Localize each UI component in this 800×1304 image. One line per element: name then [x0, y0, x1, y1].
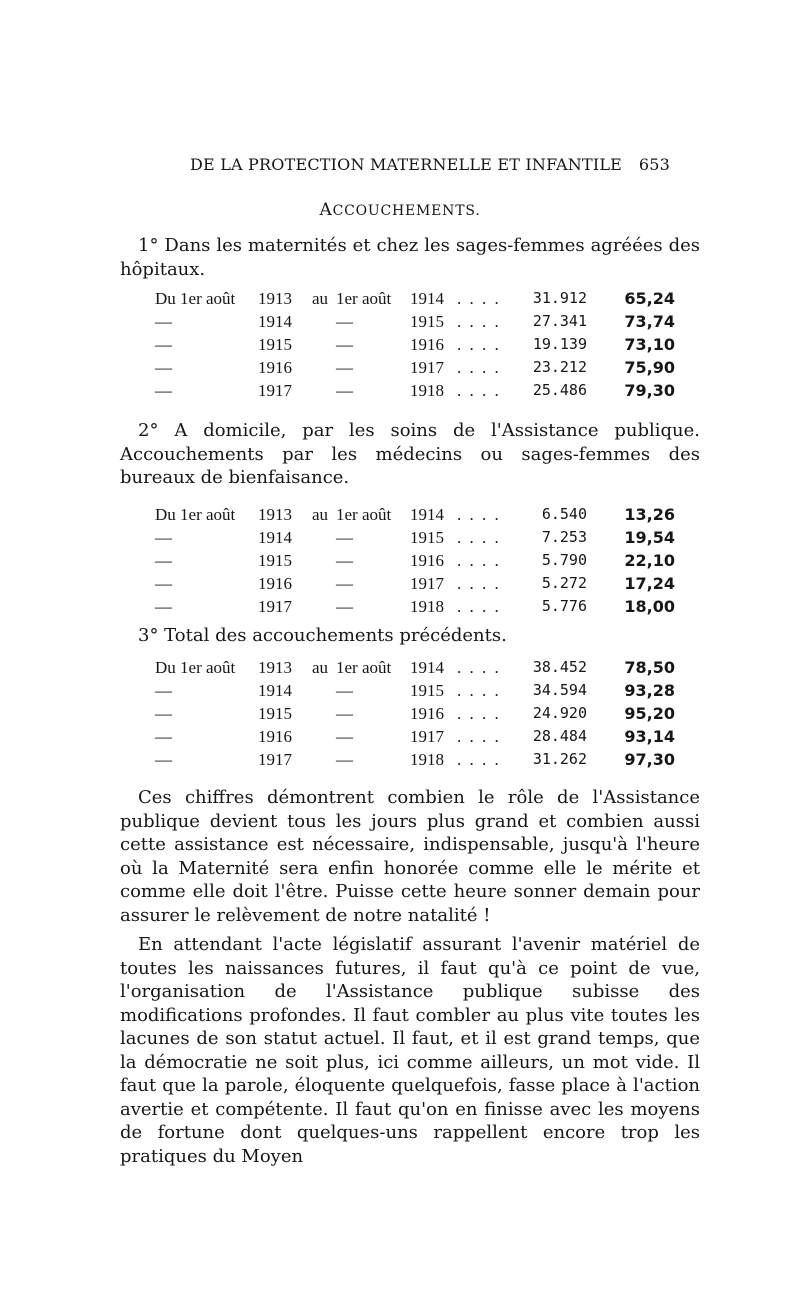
body-paragraph: Ces chiffres démontrent combien le rôle de l'Assistance publique devient tous les jours plus grand et combien aussi cette assistance est nécessaire, indispensable, jusqu'à l'heure où la Maternité sera enfin honorée comme elle le mérite et comme elle doit l'être. Puisse cette heure sonner demain pour assurer le relèvement de notre natalité ! [120, 787, 700, 926]
cell-from: — [155, 335, 172, 354]
table-row [155, 681, 675, 704]
cell-end: 1918 [410, 597, 444, 616]
cell-count: 31.912 [532, 289, 587, 307]
cell-start: 1915 [258, 335, 292, 354]
cell-to: — [336, 381, 353, 400]
table-row [155, 335, 675, 358]
cell-rate: 22,10 [624, 551, 675, 570]
section-title [0, 200, 800, 220]
cell-to: — [336, 312, 353, 331]
cell-dots: . . . . [457, 750, 501, 769]
cell-start: 1916 [258, 358, 292, 377]
stats-table-maternites [155, 289, 675, 404]
cell-start: 1914 [258, 312, 292, 331]
cell-end: 1915 [410, 528, 444, 547]
cell-start: 1917 [258, 381, 292, 400]
cell-dots: . . . . [457, 597, 501, 616]
cell-rate: 73,10 [624, 335, 675, 354]
cell-start: 1917 [258, 597, 292, 616]
cell-end: 1914 [410, 289, 444, 308]
cell-start: 1915 [258, 704, 292, 723]
table-row [155, 528, 675, 551]
cell-start: 1913 [258, 289, 292, 308]
cell-rate: 78,50 [624, 658, 675, 677]
cell-start: 1916 [258, 574, 292, 593]
cell-from: Du 1er août [155, 505, 236, 524]
table-row [155, 727, 675, 750]
cell-start: 1915 [258, 551, 292, 570]
stats-table-total [155, 658, 675, 773]
cell-start: 1914 [258, 681, 292, 700]
cell-end: 1915 [410, 681, 444, 700]
section-title-initial: A [319, 200, 333, 220]
table-row [155, 597, 675, 620]
cell-from: — [155, 551, 172, 570]
cell-rate: 97,30 [624, 750, 675, 769]
running-head-title: DE LA PROTECTION MATERNELLE ET INFANTILE [190, 155, 623, 174]
cell-end: 1916 [410, 335, 444, 354]
cell-rate: 19,54 [624, 528, 675, 547]
cell-end: 1916 [410, 551, 444, 570]
page-number: 653 [638, 155, 670, 174]
cell-from: — [155, 597, 172, 616]
cell-end: 1917 [410, 727, 444, 746]
cell-to: — [336, 528, 353, 547]
cell-dots: . . . . [457, 658, 501, 677]
part3-heading: 3° Total des accouchements précédents. [138, 625, 507, 646]
table-row [155, 551, 675, 574]
cell-to: — [336, 358, 353, 377]
cell-dots: . . . . [457, 551, 501, 570]
cell-start: 1916 [258, 727, 292, 746]
part1-heading: 1° Dans les maternités et chez les sages-femmes agréées des hôpitaux. [120, 235, 700, 280]
cell-count: 25.486 [532, 381, 587, 399]
cell-rate: 75,90 [624, 358, 675, 377]
cell-from: — [155, 528, 172, 547]
cell-end: 1915 [410, 312, 444, 331]
cell-rate: 17,24 [624, 574, 675, 593]
cell-count: 23.212 [532, 358, 587, 376]
cell-count: 6.540 [541, 505, 587, 523]
cell-end: 1918 [410, 750, 444, 769]
cell-from: — [155, 727, 172, 746]
cell-count: 19.139 [532, 335, 587, 353]
cell-rate: 73,74 [624, 312, 675, 331]
cell-rate: 79,30 [624, 381, 675, 400]
cell-start: 1914 [258, 528, 292, 547]
cell-au: au [312, 289, 329, 308]
cell-count: 24.920 [532, 704, 587, 722]
cell-count: 7.253 [541, 528, 587, 546]
cell-au: au [312, 505, 329, 524]
table-row [155, 574, 675, 597]
table-row [155, 289, 675, 312]
cell-rate: 93,28 [624, 681, 675, 700]
cell-end: 1917 [410, 574, 444, 593]
cell-to: — [336, 727, 353, 746]
cell-to: — [336, 597, 353, 616]
cell-dots: . . . . [457, 381, 501, 400]
cell-from: — [155, 750, 172, 769]
cell-from: Du 1er août [155, 658, 236, 677]
cell-dots: . . . . [457, 335, 501, 354]
cell-end: 1916 [410, 704, 444, 723]
cell-dots: . . . . [457, 704, 501, 723]
cell-to: — [336, 750, 353, 769]
table-row [155, 312, 675, 335]
cell-end: 1914 [410, 505, 444, 524]
cell-dots: . . . . [457, 505, 501, 524]
cell-count: 5.776 [541, 597, 587, 615]
cell-au: au [312, 658, 329, 677]
cell-dots: . . . . [457, 528, 501, 547]
cell-start: 1917 [258, 750, 292, 769]
cell-dots: . . . . [457, 574, 501, 593]
cell-end: 1914 [410, 658, 444, 677]
cell-to: 1er août [336, 289, 392, 308]
cell-to: 1er août [336, 658, 392, 677]
table-row [155, 750, 675, 773]
stats-table-domicile [155, 505, 675, 620]
cell-to: 1er août [336, 505, 392, 524]
cell-from: — [155, 681, 172, 700]
table-row [155, 358, 675, 381]
cell-start: 1913 [258, 505, 292, 524]
cell-from: — [155, 312, 172, 331]
table-row [155, 704, 675, 727]
cell-count: 27.341 [532, 312, 587, 330]
cell-to: — [336, 551, 353, 570]
cell-to: — [336, 704, 353, 723]
cell-count: 5.790 [541, 551, 587, 569]
cell-rate: 65,24 [624, 289, 675, 308]
part2-heading: 2° A domicile, par les soins de l'Assistance publique. Accouchements par les médecins ou sages-femmes des bureaux de bienfaisance. [120, 420, 700, 488]
cell-from: — [155, 704, 172, 723]
cell-end: 1917 [410, 358, 444, 377]
cell-rate: 95,20 [624, 704, 675, 723]
cell-start: 1913 [258, 658, 292, 677]
cell-from: — [155, 358, 172, 377]
table-row [155, 658, 675, 681]
cell-to: — [336, 574, 353, 593]
cell-count: 5.272 [541, 574, 587, 592]
cell-dots: . . . . [457, 312, 501, 331]
cell-from: — [155, 381, 172, 400]
cell-end: 1918 [410, 381, 444, 400]
cell-rate: 93,14 [624, 727, 675, 746]
cell-dots: . . . . [457, 681, 501, 700]
section-title-rest: CCOUCHEMENTS. [332, 203, 481, 219]
cell-to: — [336, 681, 353, 700]
cell-count: 34.594 [532, 681, 587, 699]
cell-count: 38.452 [532, 658, 587, 676]
cell-from: — [155, 574, 172, 593]
table-row [155, 381, 675, 404]
cell-to: — [336, 335, 353, 354]
table-row [155, 505, 675, 528]
body-paragraph: En attendant l'acte législatif assurant l'avenir matériel de toutes les naissances futures, il faut qu'à ce point de vue, l'organisation de l'Assistance publique subisse des modifications profondes. Il faut combler au plus vite toutes les lacunes de son statut actuel. Il faut, et il est grand temps, que la démocratie ne soit plus, ici comme ailleurs, un mot vide. Il faut que la parole, éloquente quelquefois, fasse place à l'action avertie et compétente. Il faut qu'on en finisse avec les moyens de fortune dont quelques-uns rappellent encore trop les pratiques du Moyen [120, 934, 700, 1167]
cell-dots: . . . . [457, 727, 501, 746]
cell-rate: 18,00 [624, 597, 675, 616]
cell-dots: . . . . [457, 358, 501, 377]
cell-dots: . . . . [457, 289, 501, 308]
cell-from: Du 1er août [155, 289, 236, 308]
cell-rate: 13,26 [624, 505, 675, 524]
cell-count: 31.262 [532, 750, 587, 768]
cell-count: 28.484 [532, 727, 587, 745]
